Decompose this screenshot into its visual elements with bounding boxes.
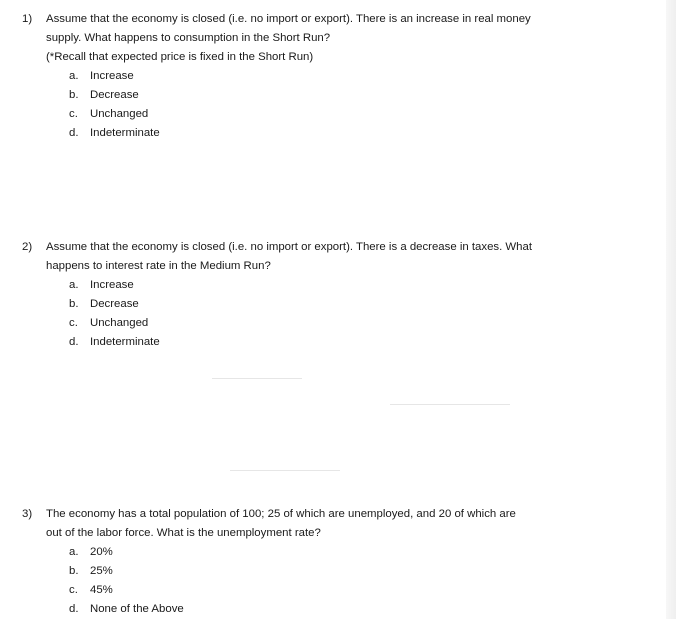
question-2-text-line-2: happens to interest rate in the Medium Run?: [46, 260, 271, 272]
question-1-number: 1): [22, 13, 33, 25]
option-letter: d.: [69, 336, 79, 348]
option-text: 25%: [90, 565, 113, 577]
option-text: Unchanged: [90, 108, 149, 120]
scan-artifact: [212, 378, 302, 379]
option-letter: b.: [69, 298, 79, 310]
question-1-line-3: [22, 48, 622, 67]
option-letter: c.: [69, 317, 78, 329]
question-2-number: 2): [22, 241, 33, 253]
option-text: Increase: [90, 70, 134, 82]
option-text: None of the Above: [90, 603, 184, 615]
option-letter: a.: [69, 546, 79, 558]
question-1: [22, 10, 622, 143]
option-text: Indeterminate: [90, 127, 160, 139]
option-letter: a.: [69, 279, 79, 291]
option-letter: c.: [69, 108, 78, 120]
question-3-number: 3): [22, 508, 33, 520]
option-text: Decrease: [90, 298, 139, 310]
question-2-option-b[interactable]: [22, 295, 622, 314]
scan-artifact: [390, 404, 510, 405]
question-1-text-line-1: Assume that the economy is closed (i.e. no import or export). There is an increase in real money: [46, 13, 531, 25]
question-1-option-b[interactable]: [22, 86, 622, 105]
option-letter: b.: [69, 89, 79, 101]
question-3: [22, 505, 622, 619]
question-2: [22, 238, 622, 352]
question-3-options: [22, 543, 622, 619]
option-text: Increase: [90, 279, 134, 291]
option-text: Decrease: [90, 89, 139, 101]
question-2-text-line-1: Assume that the economy is closed (i.e. no import or export). There is a decrease in taxes. What: [46, 241, 533, 253]
question-1-option-d[interactable]: [22, 124, 622, 143]
question-2-option-c[interactable]: [22, 314, 622, 333]
option-letter: c.: [69, 584, 78, 596]
option-text: 20%: [90, 546, 113, 558]
option-text: Unchanged: [90, 317, 149, 329]
question-2-option-d[interactable]: [22, 333, 622, 352]
option-letter: d.: [69, 127, 79, 139]
question-2-line-2: [22, 257, 622, 276]
question-3-text-line-1: The economy has a total population of 100; 25 of which are unemployed, and 20 of which are: [46, 508, 516, 520]
question-1-line-2: [22, 29, 622, 48]
question-2-options: [22, 276, 622, 352]
question-1-options: [22, 67, 622, 143]
question-2-option-a[interactable]: [22, 276, 622, 295]
option-letter: a.: [69, 70, 79, 82]
option-text: Indeterminate: [90, 336, 160, 348]
scan-artifact: [230, 470, 340, 471]
question-1-text-line-2: supply. What happens to consumption in the Short Run?: [46, 32, 331, 44]
question-3-option-a[interactable]: [22, 543, 622, 562]
question-3-option-b[interactable]: [22, 562, 622, 581]
question-3-line-1: [22, 505, 622, 524]
question-1-text-line-3: (*Recall that expected price is fixed in the Short Run): [46, 51, 314, 63]
question-3-line-2: [22, 524, 622, 543]
option-letter: b.: [69, 565, 79, 577]
question-1-option-a[interactable]: [22, 67, 622, 86]
question-2-line-1: [22, 238, 622, 257]
option-letter: d.: [69, 603, 79, 615]
question-3-text-line-2: out of the labor force. What is the unemployment rate?: [46, 527, 321, 539]
question-1-option-c[interactable]: [22, 105, 622, 124]
page-edge: [666, 0, 676, 619]
question-1-line-1: [22, 10, 622, 29]
question-3-option-c[interactable]: [22, 581, 622, 600]
question-3-option-d[interactable]: [22, 600, 622, 619]
option-text: 45%: [90, 584, 113, 596]
